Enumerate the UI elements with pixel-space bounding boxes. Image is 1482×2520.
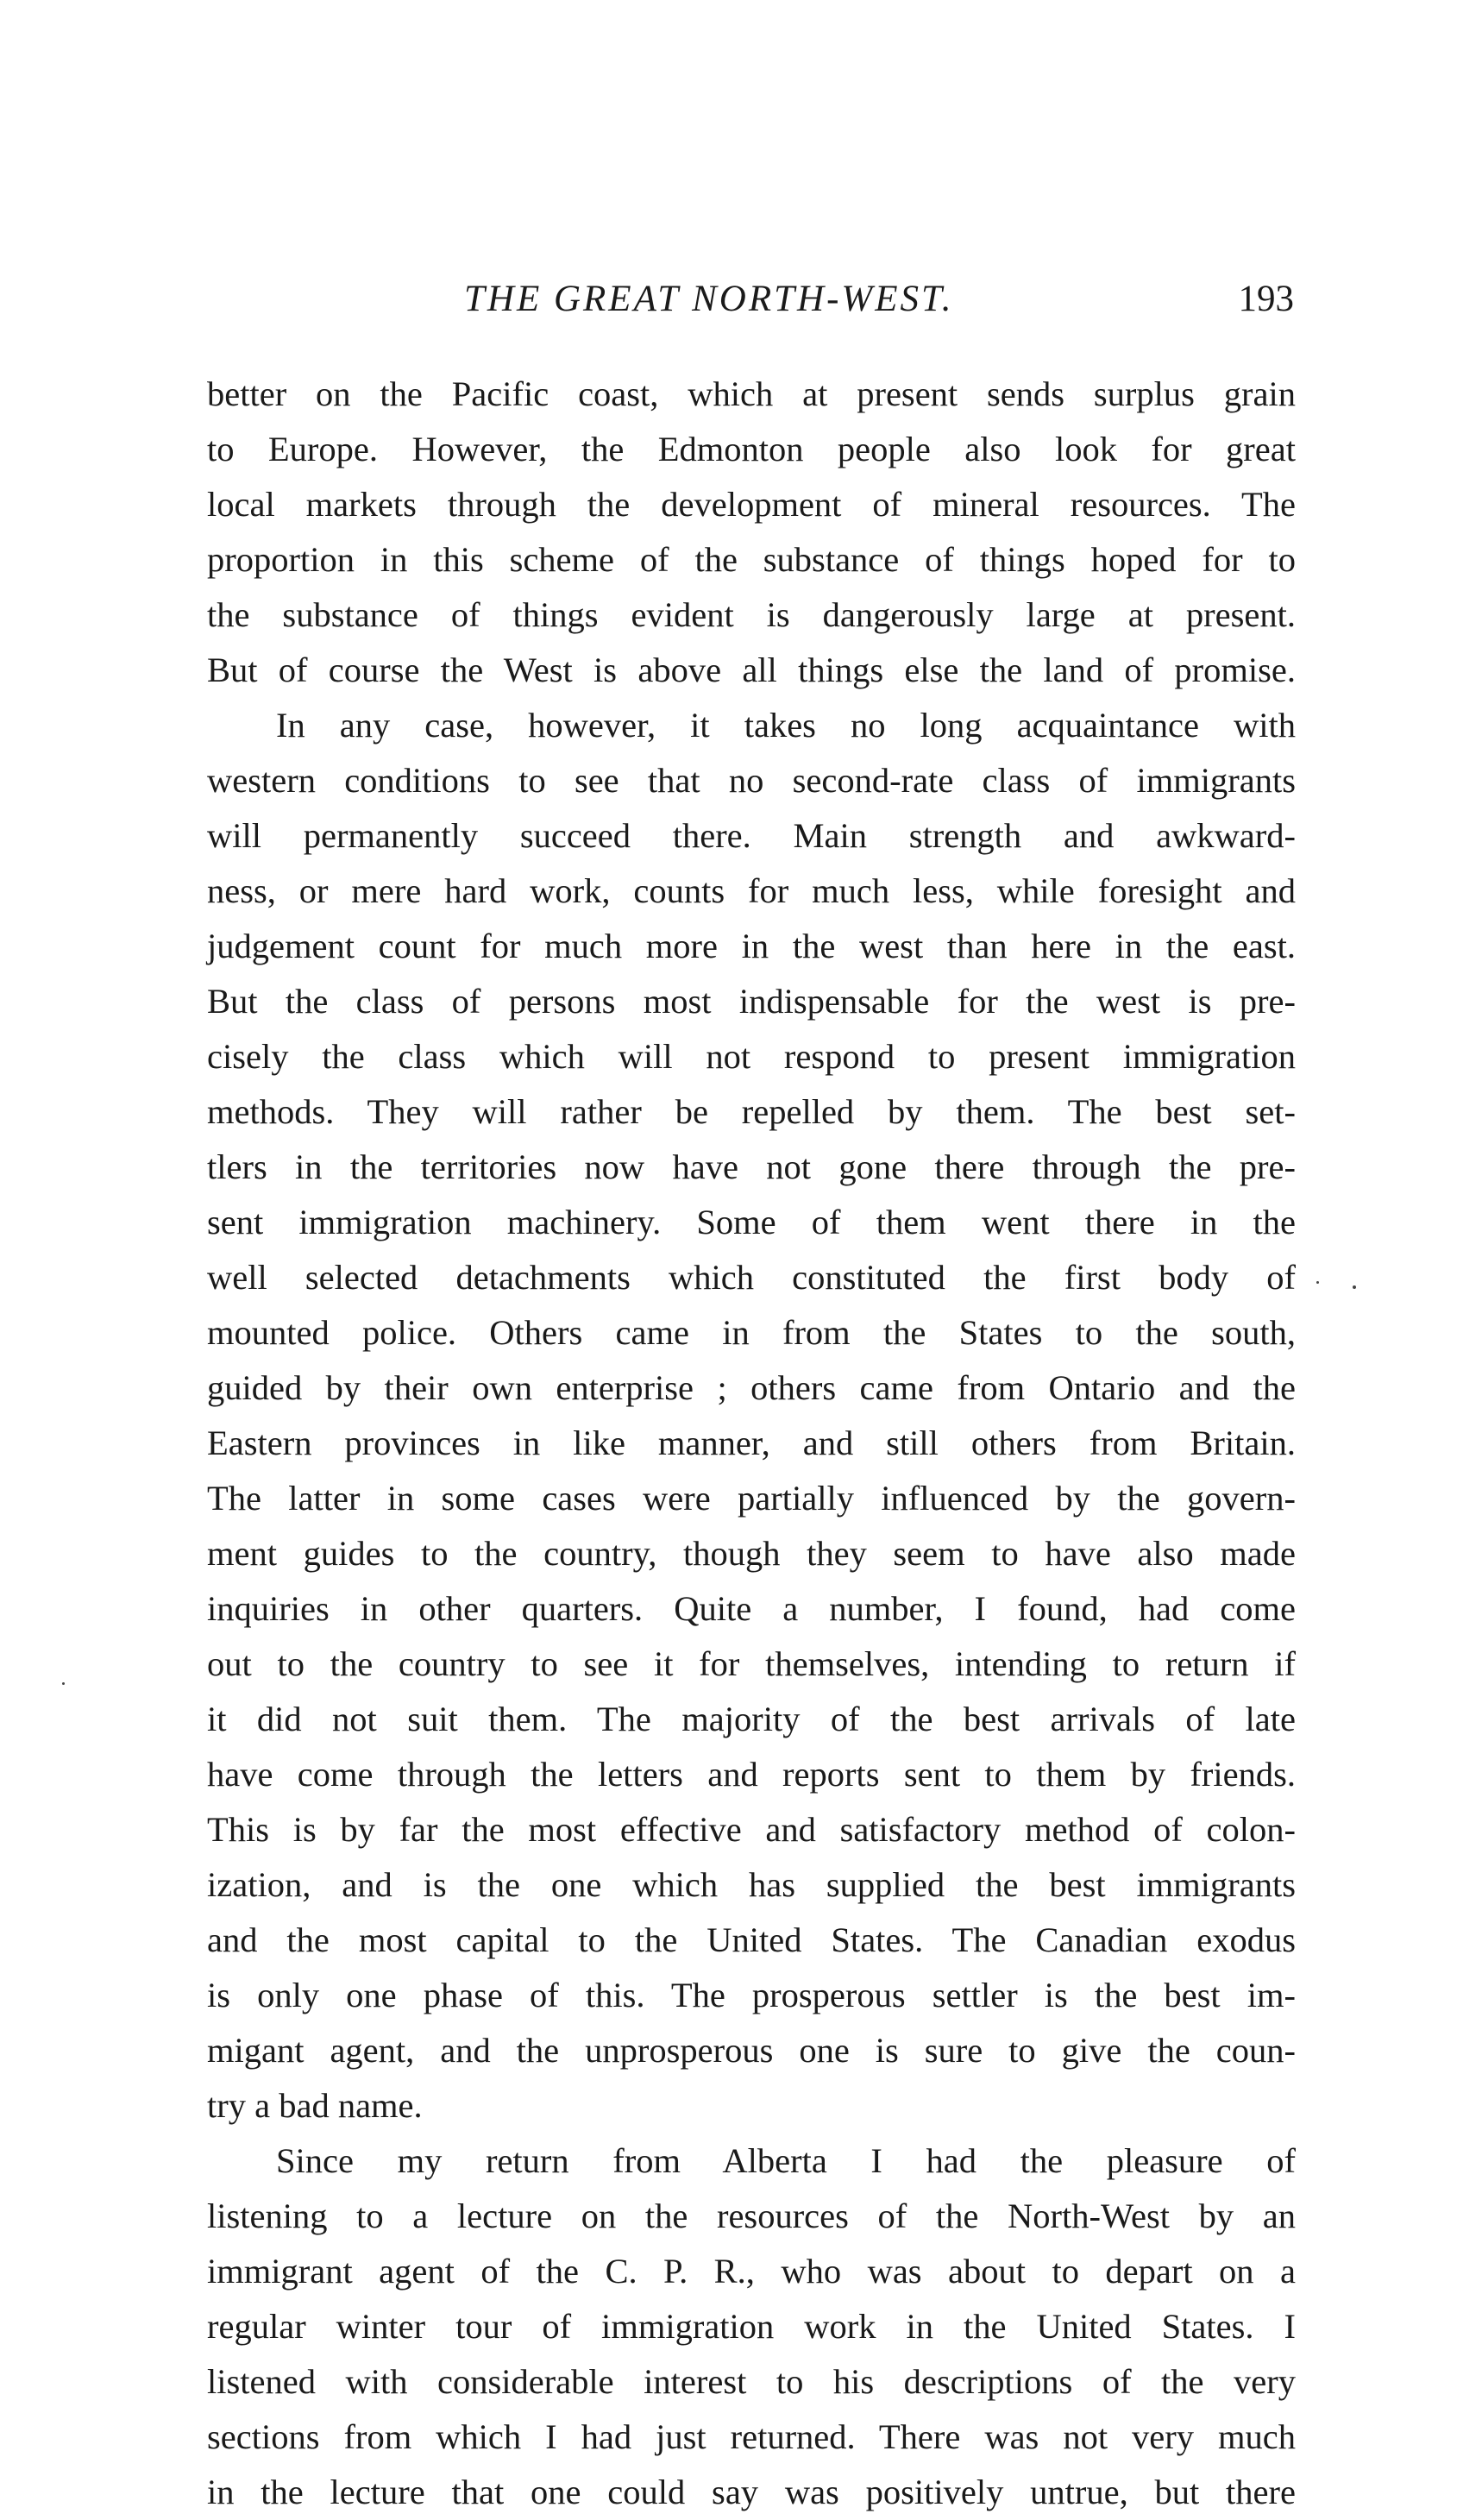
text-line: guided by their own enterprise ; others came from Ontario and the bbox=[207, 1368, 1296, 1407]
text-line: sent immigration machinery. Some of them went there in the bbox=[207, 1203, 1296, 1241]
text-line: methods. They will rather be repelled by them. The best set- bbox=[207, 1092, 1296, 1131]
paper-speck bbox=[1353, 1285, 1356, 1289]
paper-speck bbox=[1316, 1281, 1319, 1284]
text-line: have come through the letters and reports sent to them by friends. bbox=[207, 1755, 1296, 1794]
text-line: to Europe. However, the Edmonton people also look for great bbox=[207, 430, 1296, 468]
text-line: listening to a lecture on the resources of the North-West by an bbox=[207, 2196, 1296, 2235]
text-line: it did not suit them. The majority of the best arrivals of late bbox=[207, 1700, 1296, 1738]
text-line: This is by far the most effective and satisfactory method of colon- bbox=[207, 1810, 1296, 1849]
text-line: tlers in the territories now have not gone there through the pre- bbox=[207, 1147, 1296, 1186]
paragraph-start-line: In any case, however, it takes no long acquaintance with bbox=[276, 706, 1296, 745]
text-line: mounted police. Others came in from the States to the south, bbox=[207, 1313, 1296, 1352]
text-line: is only one phase of this. The prosperous settler is the best im- bbox=[207, 1976, 1296, 2014]
text-line: will permanently succeed there. Main strength and awkward- bbox=[207, 816, 1296, 855]
text-line: listened with considerable interest to his descriptions of the very bbox=[207, 2362, 1296, 2401]
text-line: But of course the West is above all things else the land of promise. bbox=[207, 650, 1296, 689]
text-line: inquiries in other quarters. Quite a number, I found, had come bbox=[207, 1589, 1296, 1628]
text-line: western conditions to see that no second-rate class of immigrants bbox=[207, 761, 1296, 800]
text-line: local markets through the development of mineral resources. The bbox=[207, 485, 1296, 524]
running-title: THE GREAT NORTH-WEST. bbox=[464, 279, 954, 319]
paper-speck bbox=[62, 1682, 65, 1685]
text-line: out to the country to see it for themselves, intending to return if bbox=[207, 1644, 1296, 1683]
text-line: well selected detachments which constituted the first body of bbox=[207, 1258, 1296, 1297]
text-line: sections from which I had just returned. There was not very much bbox=[207, 2417, 1296, 2456]
text-line: The latter in some cases were partially influenced by the govern- bbox=[207, 1479, 1296, 1518]
text-line: ness, or mere hard work, counts for much less, while foresight and bbox=[207, 871, 1296, 910]
text-line: migant agent, and the unprosperous one is sure to give the coun- bbox=[207, 2031, 1296, 2070]
text-line: proportion in this scheme of the substance of things hoped for to bbox=[207, 540, 1296, 579]
body-text bbox=[207, 367, 1296, 2520]
text-line: ization, and is the one which has supplied the best immigrants bbox=[207, 1865, 1296, 1904]
text-line: cisely the class which will not respond to present immigration bbox=[207, 1037, 1296, 1076]
paragraph-start-line: Since my return from Alberta I had the pleasure of bbox=[276, 2141, 1296, 2180]
text-line: regular winter tour of immigration work in the United States. I bbox=[207, 2307, 1296, 2346]
text-line: the substance of things evident is dangerously large at present. bbox=[207, 595, 1296, 634]
text-line: immigrant agent of the C. P. R., who was about to depart on a bbox=[207, 2252, 1296, 2291]
text-line: judgement count for much more in the west than here in the east. bbox=[207, 927, 1296, 965]
text-line: But the class of persons most indispensable for the west is pre- bbox=[207, 982, 1296, 1021]
running-head bbox=[205, 278, 1294, 330]
text-line: better on the Pacific coast, which at present sends surplus grain bbox=[207, 374, 1296, 413]
text-line: Eastern provinces in like manner, and still others from Britain. bbox=[207, 1423, 1296, 1462]
paragraph-end-line: try a bad name. bbox=[207, 2086, 423, 2125]
text-line: and the most capital to the United States. The Canadian exodus bbox=[207, 1920, 1296, 1959]
text-line: in the lecture that one could say was positively untrue, but there bbox=[207, 2473, 1296, 2511]
text-line: ment guides to the country, though they seem to have also made bbox=[207, 1534, 1296, 1573]
page-number: 193 bbox=[1238, 279, 1294, 319]
